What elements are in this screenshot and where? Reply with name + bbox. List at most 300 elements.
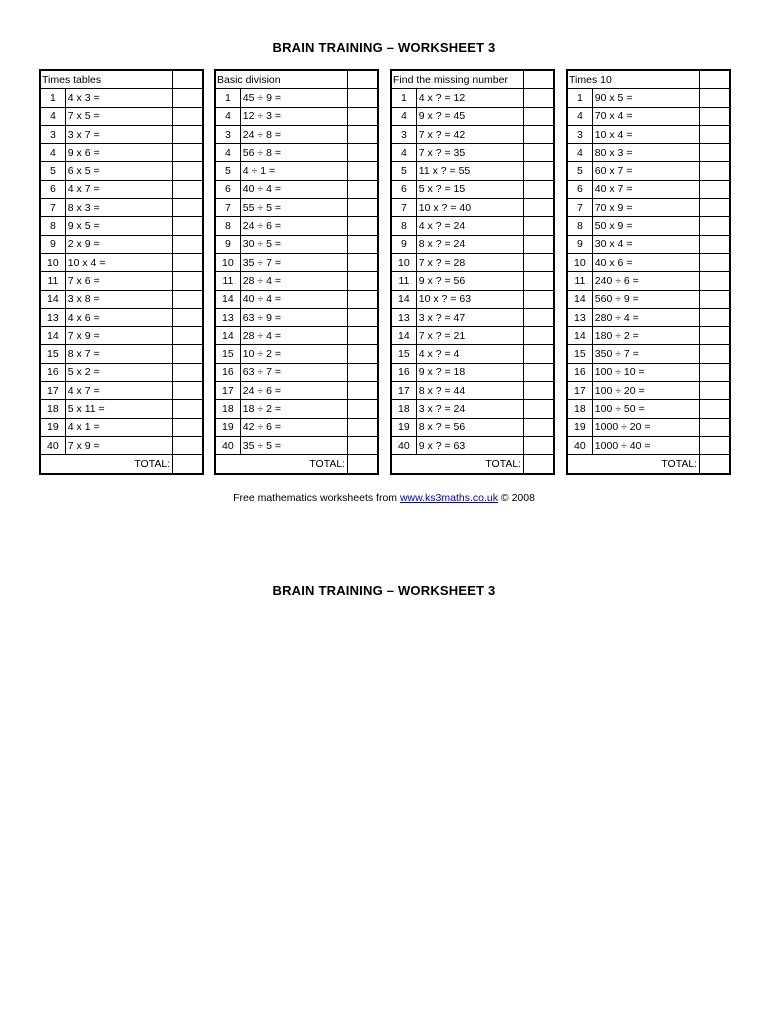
- answer-box[interactable]: [348, 107, 378, 125]
- question-number: 7: [215, 199, 240, 217]
- question-text: 28 ÷ 4 =: [240, 272, 347, 290]
- table-row: [391, 327, 554, 345]
- table-row: [567, 125, 730, 143]
- table-row: [391, 144, 554, 162]
- basic-division-table: [214, 69, 379, 475]
- answer-box[interactable]: [348, 363, 378, 381]
- question-text: 40 ÷ 4 =: [240, 180, 347, 198]
- question-number: 3: [391, 125, 416, 143]
- question-text: 5 x 11 =: [65, 400, 172, 418]
- question-number: 10: [567, 253, 592, 271]
- worksheet-title-repeat: BRAIN TRAINING – WORKSHEET 3: [272, 583, 496, 598]
- table-row: [215, 162, 378, 180]
- question-text: 4 x 7 =: [65, 180, 172, 198]
- question-number: 18: [215, 400, 240, 418]
- table-row: [40, 199, 203, 217]
- question-text: 350 ÷ 7 =: [592, 345, 699, 363]
- table-row: [40, 217, 203, 235]
- question-text: 40 x 7 =: [592, 180, 699, 198]
- question-text: 30 x 4 =: [592, 235, 699, 253]
- question-number: 8: [40, 217, 65, 235]
- answer-box[interactable]: [524, 199, 554, 217]
- table-row: [391, 180, 554, 198]
- table-row: [567, 290, 730, 308]
- question-text: 9 x ? = 63: [416, 436, 523, 454]
- question-number: 4: [215, 144, 240, 162]
- question-text: 10 x 4 =: [65, 253, 172, 271]
- question-text: 9 x ? = 45: [416, 107, 523, 125]
- question-text: 4 x 7 =: [65, 382, 172, 400]
- question-number: 16: [215, 363, 240, 381]
- question-number: 18: [40, 400, 65, 418]
- answer-box[interactable]: [524, 217, 554, 235]
- question-number: 16: [567, 363, 592, 381]
- table-header: Times tables: [40, 70, 173, 89]
- table-row: [215, 217, 378, 235]
- question-number: 11: [567, 272, 592, 290]
- question-number: 8: [215, 217, 240, 235]
- question-text: 24 ÷ 6 =: [240, 217, 347, 235]
- question-text: 7 x 9 =: [65, 436, 172, 454]
- table-row: [215, 107, 378, 125]
- answer-box[interactable]: [173, 199, 203, 217]
- answer-box[interactable]: [524, 418, 554, 436]
- question-number: 11: [215, 272, 240, 290]
- question-text: 35 ÷ 7 =: [240, 253, 347, 271]
- answer-box[interactable]: [524, 345, 554, 363]
- question-text: 8 x 3 =: [65, 199, 172, 217]
- total-box[interactable]: [524, 455, 554, 474]
- question-text: 9 x 5 =: [65, 217, 172, 235]
- question-number: 15: [40, 345, 65, 363]
- question-number: 17: [215, 382, 240, 400]
- question-text: 55 ÷ 5 =: [240, 199, 347, 217]
- answer-box[interactable]: [700, 400, 730, 418]
- question-number: 15: [567, 345, 592, 363]
- question-text: 10 ÷ 2 =: [240, 345, 347, 363]
- question-number: 13: [40, 308, 65, 326]
- question-number: 13: [215, 308, 240, 326]
- answer-box[interactable]: [700, 144, 730, 162]
- total-box[interactable]: [173, 455, 203, 474]
- answer-box[interactable]: [700, 272, 730, 290]
- question-text: 8 x ? = 24: [416, 235, 523, 253]
- question-number: 4: [40, 107, 65, 125]
- question-text: 1000 ÷ 40 =: [592, 436, 699, 454]
- answer-box[interactable]: [524, 125, 554, 143]
- answer-box[interactable]: [348, 162, 378, 180]
- question-text: 7 x 6 =: [65, 272, 172, 290]
- question-text: 40 ÷ 4 =: [240, 290, 347, 308]
- answer-box[interactable]: [173, 235, 203, 253]
- question-number: 40: [40, 436, 65, 454]
- table-row: [215, 327, 378, 345]
- question-text: 40 x 6 =: [592, 253, 699, 271]
- table-row: [215, 382, 378, 400]
- answer-box[interactable]: [348, 436, 378, 454]
- table-header-blank: [700, 70, 730, 89]
- question-number: 14: [215, 327, 240, 345]
- table-row: [567, 308, 730, 326]
- question-number: 7: [40, 199, 65, 217]
- answer-box[interactable]: [348, 327, 378, 345]
- table-row: [567, 363, 730, 381]
- question-number: 14: [567, 327, 592, 345]
- question-number: 3: [40, 125, 65, 143]
- question-text: 10 x ? = 63: [416, 290, 523, 308]
- answer-box[interactable]: [700, 345, 730, 363]
- answer-box[interactable]: [700, 199, 730, 217]
- answer-box[interactable]: [173, 290, 203, 308]
- answer-box[interactable]: [173, 253, 203, 271]
- answer-box[interactable]: [173, 418, 203, 436]
- table-row: [40, 363, 203, 381]
- question-text: 180 ÷ 2 =: [592, 327, 699, 345]
- question-number: 4: [40, 144, 65, 162]
- table-row: [391, 217, 554, 235]
- table-row: [567, 162, 730, 180]
- answer-box[interactable]: [173, 144, 203, 162]
- table-row: [567, 144, 730, 162]
- table-row: [567, 327, 730, 345]
- question-number: 14: [391, 290, 416, 308]
- answer-box[interactable]: [173, 217, 203, 235]
- answer-box[interactable]: [348, 144, 378, 162]
- answer-box[interactable]: [173, 162, 203, 180]
- answer-box[interactable]: [348, 125, 378, 143]
- table-row: [391, 272, 554, 290]
- answer-box[interactable]: [173, 382, 203, 400]
- table-row: [40, 290, 203, 308]
- table-row: [391, 89, 554, 107]
- table-row: [567, 418, 730, 436]
- question-text: 10 x ? = 40: [416, 199, 523, 217]
- answer-box[interactable]: [348, 217, 378, 235]
- question-number: 16: [40, 363, 65, 381]
- question-text: 4 x 3 =: [65, 89, 172, 107]
- total-box[interactable]: [700, 455, 730, 474]
- answer-box[interactable]: [524, 144, 554, 162]
- answer-box[interactable]: [700, 363, 730, 381]
- table-row: [567, 436, 730, 454]
- answer-box[interactable]: [524, 235, 554, 253]
- answer-box[interactable]: [700, 308, 730, 326]
- answer-box[interactable]: [348, 253, 378, 271]
- table-row: [567, 345, 730, 363]
- question-number: 10: [391, 253, 416, 271]
- answer-box[interactable]: [524, 272, 554, 290]
- times-tables-table: [39, 69, 204, 475]
- question-text: 70 x 4 =: [592, 107, 699, 125]
- question-text: 30 ÷ 5 =: [240, 235, 347, 253]
- answer-box[interactable]: [524, 89, 554, 107]
- answer-box[interactable]: [348, 382, 378, 400]
- answer-box[interactable]: [348, 308, 378, 326]
- question-text: 3 x 7 =: [65, 125, 172, 143]
- answer-box[interactable]: [524, 308, 554, 326]
- question-number: 40: [567, 436, 592, 454]
- question-number: 1: [391, 89, 416, 107]
- question-number: 19: [567, 418, 592, 436]
- question-text: 100 ÷ 10 =: [592, 363, 699, 381]
- question-text: 5 x ? = 15: [416, 180, 523, 198]
- answer-box[interactable]: [700, 180, 730, 198]
- question-number: 19: [215, 418, 240, 436]
- table-header-blank: [173, 70, 203, 89]
- table-row: [215, 235, 378, 253]
- table-row: [40, 382, 203, 400]
- table-header: Find the missing number: [391, 70, 524, 89]
- table-row: [40, 107, 203, 125]
- answer-box[interactable]: [524, 363, 554, 381]
- table-row: [215, 308, 378, 326]
- question-text: 50 x 9 =: [592, 217, 699, 235]
- question-number: 5: [391, 162, 416, 180]
- question-number: 4: [391, 144, 416, 162]
- answer-box[interactable]: [700, 436, 730, 454]
- answer-box[interactable]: [348, 89, 378, 107]
- answer-box[interactable]: [173, 400, 203, 418]
- total-label: TOTAL:: [40, 455, 173, 474]
- question-text: 11 x ? = 55: [416, 162, 523, 180]
- question-text: 70 x 9 =: [592, 199, 699, 217]
- footer-prefix: Free mathematics worksheets from: [233, 492, 400, 504]
- answer-box[interactable]: [348, 400, 378, 418]
- answer-box[interactable]: [173, 107, 203, 125]
- footer: [0, 492, 768, 504]
- answer-box[interactable]: [524, 400, 554, 418]
- answer-box[interactable]: [173, 272, 203, 290]
- answer-box[interactable]: [173, 89, 203, 107]
- question-text: 6 x 5 =: [65, 162, 172, 180]
- table-row: [40, 253, 203, 271]
- table-row: [215, 400, 378, 418]
- table-row: [215, 345, 378, 363]
- table-row: [391, 290, 554, 308]
- question-number: 9: [215, 235, 240, 253]
- question-text: 7 x 9 =: [65, 327, 172, 345]
- question-number: 4: [391, 107, 416, 125]
- question-text: 3 x 8 =: [65, 290, 172, 308]
- answer-box[interactable]: [173, 327, 203, 345]
- question-text: 8 x ? = 56: [416, 418, 523, 436]
- answer-box[interactable]: [173, 436, 203, 454]
- table-row: [567, 180, 730, 198]
- question-number: 6: [567, 180, 592, 198]
- question-number: 1: [40, 89, 65, 107]
- answer-box[interactable]: [348, 272, 378, 290]
- table-row: [567, 400, 730, 418]
- ks3maths-link[interactable]: www.ks3maths.co.uk: [399, 492, 498, 504]
- answer-box[interactable]: [348, 180, 378, 198]
- table-row: [567, 89, 730, 107]
- table-row: [40, 89, 203, 107]
- question-number: 17: [391, 382, 416, 400]
- answer-box[interactable]: [173, 363, 203, 381]
- question-number: 17: [567, 382, 592, 400]
- answer-box[interactable]: [700, 217, 730, 235]
- table-row: [391, 363, 554, 381]
- answer-box[interactable]: [700, 89, 730, 107]
- table-row: [215, 199, 378, 217]
- answer-box[interactable]: [524, 162, 554, 180]
- table-row: [40, 180, 203, 198]
- answer-box[interactable]: [700, 290, 730, 308]
- question-text: 560 ÷ 9 =: [592, 290, 699, 308]
- answer-box[interactable]: [348, 235, 378, 253]
- table-row: [40, 235, 203, 253]
- table-row: [391, 345, 554, 363]
- question-number: 10: [215, 253, 240, 271]
- answer-box[interactable]: [173, 125, 203, 143]
- question-text: 7 x ? = 21: [416, 327, 523, 345]
- answer-box[interactable]: [700, 418, 730, 436]
- question-text: 35 ÷ 5 =: [240, 436, 347, 454]
- question-number: 4: [567, 144, 592, 162]
- question-number: 1: [567, 89, 592, 107]
- question-number: 10: [40, 253, 65, 271]
- times-10-table: [566, 69, 731, 475]
- question-text: 8 x ? = 44: [416, 382, 523, 400]
- answer-box[interactable]: [524, 290, 554, 308]
- table-row: [215, 253, 378, 271]
- question-number: 7: [391, 199, 416, 217]
- answer-box[interactable]: [348, 199, 378, 217]
- table-row: [391, 253, 554, 271]
- answer-box[interactable]: [524, 436, 554, 454]
- answer-box[interactable]: [524, 107, 554, 125]
- answer-box[interactable]: [173, 345, 203, 363]
- question-text: 90 x 5 =: [592, 89, 699, 107]
- question-text: 56 ÷ 8 =: [240, 144, 347, 162]
- question-number: 9: [391, 235, 416, 253]
- question-number: 8: [567, 217, 592, 235]
- table-row: [391, 382, 554, 400]
- question-text: 4 x ? = 12: [416, 89, 523, 107]
- question-text: 3 x ? = 47: [416, 308, 523, 326]
- question-number: 6: [215, 180, 240, 198]
- question-number: 5: [215, 162, 240, 180]
- question-number: 8: [391, 217, 416, 235]
- question-number: 14: [391, 327, 416, 345]
- answer-box[interactable]: [348, 345, 378, 363]
- answer-box[interactable]: [173, 180, 203, 198]
- question-text: 4 x 1 =: [65, 418, 172, 436]
- answer-box[interactable]: [524, 253, 554, 271]
- table-row: [215, 363, 378, 381]
- table-row: [567, 382, 730, 400]
- answer-box[interactable]: [348, 418, 378, 436]
- question-text: 4 x 6 =: [65, 308, 172, 326]
- table-row: [215, 125, 378, 143]
- question-text: 10 x 4 =: [592, 125, 699, 143]
- table-row: [391, 308, 554, 326]
- question-number: 6: [40, 180, 65, 198]
- table-row: [391, 125, 554, 143]
- table-row: [215, 180, 378, 198]
- question-text: 8 x 7 =: [65, 345, 172, 363]
- question-number: 9: [40, 235, 65, 253]
- question-number: 4: [215, 107, 240, 125]
- table-row: [215, 144, 378, 162]
- question-text: 7 x ? = 35: [416, 144, 523, 162]
- table-row: [391, 400, 554, 418]
- question-number: 4: [567, 107, 592, 125]
- table-row: [391, 235, 554, 253]
- total-label: TOTAL:: [567, 455, 700, 474]
- question-number: 13: [391, 308, 416, 326]
- answer-box[interactable]: [700, 125, 730, 143]
- table-row: [40, 436, 203, 454]
- answer-box[interactable]: [700, 107, 730, 125]
- question-number: 5: [567, 162, 592, 180]
- table-row: [40, 400, 203, 418]
- answer-box[interactable]: [524, 180, 554, 198]
- question-text: 60 x 7 =: [592, 162, 699, 180]
- question-text: 100 ÷ 50 =: [592, 400, 699, 418]
- table-row: [391, 107, 554, 125]
- answer-box[interactable]: [524, 327, 554, 345]
- table-row: [215, 436, 378, 454]
- table-row: [215, 89, 378, 107]
- table-row: [391, 418, 554, 436]
- total-box[interactable]: [348, 455, 378, 474]
- question-text: 2 x 9 =: [65, 235, 172, 253]
- table-row: [567, 107, 730, 125]
- answer-box[interactable]: [700, 327, 730, 345]
- table-row: [40, 125, 203, 143]
- answer-box[interactable]: [173, 308, 203, 326]
- question-text: 5 x 2 =: [65, 363, 172, 381]
- answer-box[interactable]: [524, 382, 554, 400]
- table-row: [40, 162, 203, 180]
- table-row: [567, 253, 730, 271]
- question-text: 4 x ? = 24: [416, 217, 523, 235]
- question-text: 9 x ? = 56: [416, 272, 523, 290]
- total-label: TOTAL:: [215, 455, 348, 474]
- worksheet-title: BRAIN TRAINING – WORKSHEET 3: [272, 40, 496, 55]
- table-row: [40, 144, 203, 162]
- table-row: [215, 272, 378, 290]
- answer-box[interactable]: [348, 290, 378, 308]
- question-text: 4 ÷ 1 =: [240, 162, 347, 180]
- question-number: 6: [391, 180, 416, 198]
- question-number: 40: [215, 436, 240, 454]
- answer-box[interactable]: [700, 162, 730, 180]
- table-row: [40, 272, 203, 290]
- table-row: [40, 327, 203, 345]
- table-row: [391, 436, 554, 454]
- table-row: [215, 418, 378, 436]
- question-number: 14: [215, 290, 240, 308]
- question-text: 100 ÷ 20 =: [592, 382, 699, 400]
- table-header: Basic division: [215, 70, 348, 89]
- question-number: 11: [40, 272, 65, 290]
- question-number: 19: [40, 418, 65, 436]
- table-row: [567, 199, 730, 217]
- answer-box[interactable]: [700, 253, 730, 271]
- table-row: [391, 199, 554, 217]
- table-row: [391, 162, 554, 180]
- question-text: 7 x ? = 42: [416, 125, 523, 143]
- answer-box[interactable]: [700, 235, 730, 253]
- question-number: 16: [391, 363, 416, 381]
- question-text: 240 ÷ 6 =: [592, 272, 699, 290]
- question-number: 17: [40, 382, 65, 400]
- question-number: 7: [567, 199, 592, 217]
- answer-box[interactable]: [700, 382, 730, 400]
- question-text: 7 x 5 =: [65, 107, 172, 125]
